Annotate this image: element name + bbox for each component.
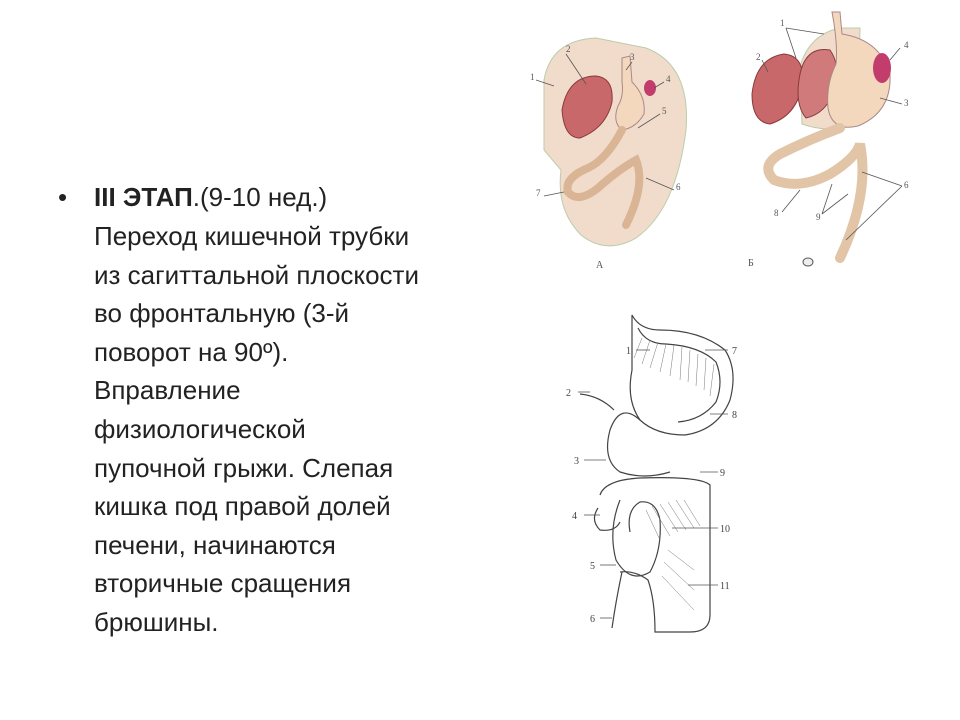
label-4: 4 bbox=[666, 74, 671, 84]
intestine-loop bbox=[768, 128, 862, 258]
pancreas-duct bbox=[580, 394, 614, 410]
label-9: 9 bbox=[816, 212, 821, 222]
label-1: 1 bbox=[780, 18, 785, 28]
label-3: 3 bbox=[630, 52, 635, 62]
spleen-shape bbox=[873, 53, 891, 83]
label-7: 7 bbox=[732, 346, 737, 357]
stage-heading bbox=[94, 178, 327, 216]
label-1: 1 bbox=[530, 72, 535, 82]
label-5: 5 bbox=[590, 561, 595, 572]
description-line: во фронтальную (3-й bbox=[94, 298, 350, 329]
description-line: пупочной грыжи. Слепая bbox=[94, 452, 394, 483]
label-2: 2 bbox=[756, 52, 761, 62]
liver-shape bbox=[752, 54, 803, 124]
label-3: 3 bbox=[904, 98, 909, 108]
label-5: 5 bbox=[662, 106, 667, 116]
figure-c-illustration bbox=[560, 310, 765, 640]
description-line: из сагиттальной плоскости bbox=[94, 259, 419, 290]
description-line: брюшины. bbox=[94, 606, 219, 637]
label-7: 7 bbox=[536, 188, 541, 198]
stage-period: .(9-10 нед.) bbox=[192, 182, 328, 212]
label-2: 2 bbox=[566, 388, 571, 399]
label-3: 3 bbox=[574, 456, 579, 467]
figure-b-caption: Б bbox=[748, 258, 754, 269]
figure-b-illustration bbox=[740, 4, 955, 282]
figure-a-caption: А bbox=[596, 260, 604, 271]
intestine-opening bbox=[803, 258, 813, 266]
label-2: 2 bbox=[566, 44, 571, 54]
label-8: 8 bbox=[774, 208, 779, 218]
description-line: Вправление bbox=[94, 375, 241, 406]
label-10: 10 bbox=[720, 524, 730, 535]
colon-outline bbox=[600, 478, 710, 632]
label-4: 4 bbox=[572, 511, 577, 522]
small-intestine-loop bbox=[613, 500, 660, 576]
label-6: 6 bbox=[590, 614, 595, 625]
description-line: физиологической bbox=[94, 413, 306, 444]
label-11: 11 bbox=[720, 581, 730, 592]
label-8: 8 bbox=[732, 410, 737, 421]
label-4: 4 bbox=[904, 40, 909, 50]
description-line: кишка под правой долей bbox=[94, 491, 391, 522]
description-line: Переход кишечной трубки bbox=[94, 221, 410, 251]
description-line: печени, начинаются bbox=[94, 529, 336, 560]
label-6: 6 bbox=[676, 182, 681, 192]
label-6: 6 bbox=[904, 180, 909, 190]
figure-a-illustration bbox=[526, 10, 726, 272]
bullet-point: • bbox=[58, 182, 68, 212]
stage-description bbox=[94, 217, 419, 642]
label-9: 9 bbox=[720, 468, 725, 479]
stomach-outline bbox=[630, 315, 733, 435]
appendix bbox=[612, 572, 622, 628]
label-1: 1 bbox=[626, 346, 631, 357]
stage-title: III ЭТАП bbox=[94, 182, 193, 212]
stomach-inner bbox=[638, 328, 720, 422]
description-line: поворот на 90º). bbox=[94, 336, 289, 367]
duodenum-outline bbox=[608, 413, 670, 476]
description-line: вторичные сращения bbox=[94, 568, 352, 599]
